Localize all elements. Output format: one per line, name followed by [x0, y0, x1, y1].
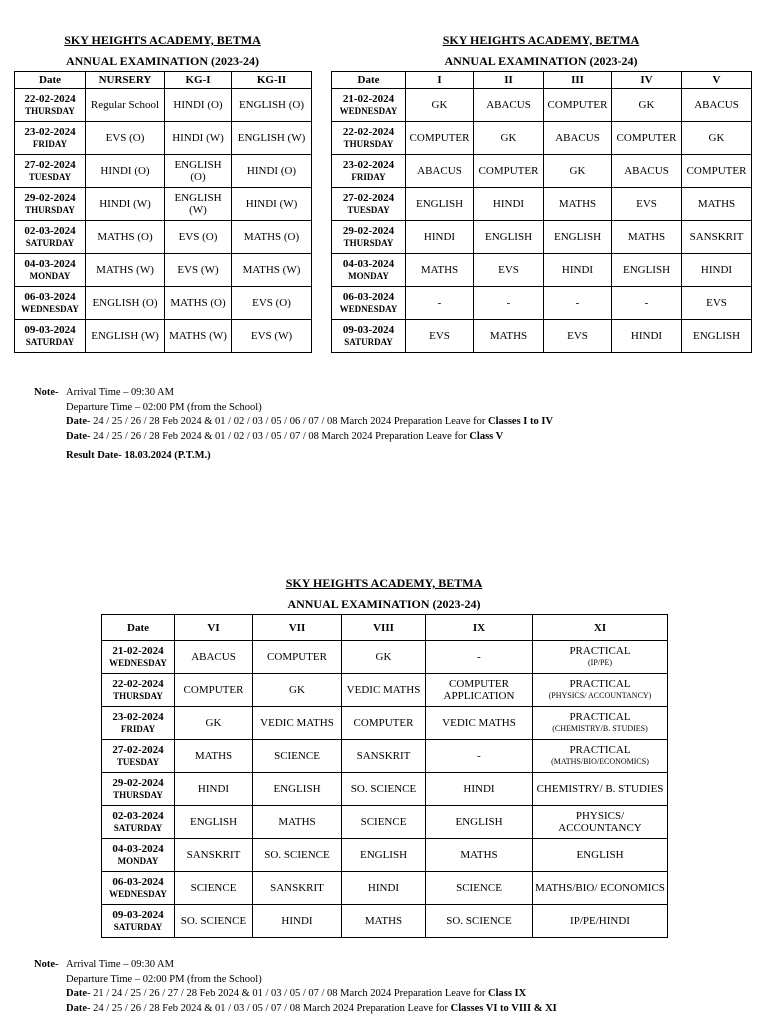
subject-cell: MATHS (W) — [86, 254, 165, 287]
subject-cell: SCIENCE — [175, 872, 253, 905]
subject-cell: COMPUTER — [342, 707, 426, 740]
date-cell — [332, 320, 406, 353]
exam-date: 22-02-2024 — [342, 126, 395, 138]
school-name: SKY HEIGHTS ACADEMY, BETMA — [64, 33, 261, 47]
subject-cell-xi — [533, 806, 668, 839]
date-cell — [332, 188, 406, 221]
table-row — [15, 287, 312, 320]
xi-subject: PRACTICAL — [569, 744, 631, 756]
date-cell — [102, 905, 175, 938]
date-cell — [332, 155, 406, 188]
exam-date: 27-02-2024 — [24, 159, 76, 171]
subject-cell: GK — [175, 707, 253, 740]
subject-cell: ENGLISH (O) — [232, 89, 312, 122]
exam-date: 04-03-2024 — [342, 258, 395, 270]
exam-date: 09-03-2024 — [24, 324, 76, 336]
subject-cell: SCIENCE — [426, 872, 533, 905]
date-cell — [102, 740, 175, 773]
table-row — [102, 740, 668, 773]
subject-cell: HINDI — [544, 254, 612, 287]
subject-cell: GK — [612, 89, 682, 122]
subject-cell: HINDI (W) — [165, 122, 232, 155]
subject-cell: EVS — [406, 320, 474, 353]
subject-cell: MATHS — [175, 740, 253, 773]
subject-cell: SCIENCE — [253, 740, 342, 773]
school-name: SKY HEIGHTS ACADEMY, BETMA — [442, 33, 640, 47]
subject-cell: SCIENCE — [342, 806, 426, 839]
date-cell — [15, 122, 86, 155]
exam-day: TUESDAY — [116, 757, 160, 767]
subject-cell: HINDI (W) — [232, 188, 312, 221]
subject-cell: VEDIC MATHS — [426, 707, 533, 740]
exam-day: FRIDAY — [120, 724, 156, 734]
date-cell — [102, 773, 175, 806]
column-header: KG-II — [232, 72, 312, 89]
date-cell — [102, 641, 175, 674]
exam-day: MONDAY — [348, 271, 389, 281]
subject-cell: COMPUTER — [175, 674, 253, 707]
exam-date: 22-02-2024 — [112, 678, 164, 690]
subject-cell: HINDI — [426, 773, 533, 806]
preparation-leave-line: Date- 21 / 24 / 25 / 26 / 27 / 28 Feb 2024 & 01 / 03 / 05 / 07 / 08 March 2024 Preparation Leave for Class IX — [66, 988, 527, 999]
column-header: Date — [15, 72, 86, 89]
subject-cell: ABACUS — [612, 155, 682, 188]
date-cell — [15, 320, 86, 353]
exam-day: THURSDAY — [25, 205, 75, 215]
xi-subject-detail: (CHEMISTRY/B. STUDIES) — [552, 724, 648, 733]
subject-cell: EVS (W) — [165, 254, 232, 287]
subject-cell: MATHS — [612, 221, 682, 254]
xi-subject-detail: (IP/PE) — [588, 658, 612, 667]
subject-cell: GK — [544, 155, 612, 188]
table-row — [102, 707, 668, 740]
subject-cell: ENGLISH — [426, 806, 533, 839]
subject-cell: SANSKRIT — [253, 872, 342, 905]
exam-day: THURSDAY — [343, 139, 394, 149]
column-header: V — [682, 72, 752, 89]
table-row — [102, 905, 668, 938]
table-row — [102, 872, 668, 905]
arrival-time: Arrival Time – 09:30 AM — [66, 387, 174, 398]
column-header: VIII — [342, 615, 426, 641]
schedule-block-pre-primary — [14, 33, 311, 353]
column-header: III — [544, 72, 612, 89]
subject-cell: - — [474, 287, 544, 320]
subject-cell: COMPUTER — [474, 155, 544, 188]
subject-cell: HINDI — [612, 320, 682, 353]
date-cell — [15, 287, 86, 320]
exam-day: MONDAY — [29, 271, 71, 281]
subject-cell: ENGLISH — [612, 254, 682, 287]
table-row — [332, 188, 752, 221]
subject-cell: ENGLISH (W) — [86, 320, 165, 353]
exam-date: 09-03-2024 — [342, 324, 395, 336]
exam-day: SATURDAY — [25, 238, 75, 248]
subject-cell: MATHS — [406, 254, 474, 287]
exam-date: 06-03-2024 — [24, 291, 76, 303]
column-header: VI — [175, 615, 253, 641]
column-header: NURSERY — [86, 72, 165, 89]
exam-day: THURSDAY — [113, 691, 163, 701]
subject-cell: HINDI — [253, 905, 342, 938]
subject-cell: EVS — [612, 188, 682, 221]
exam-day: TUESDAY — [28, 172, 72, 182]
subject-cell: SO. SCIENCE — [426, 905, 533, 938]
exam-date: 29-02-2024 — [342, 225, 395, 237]
subject-cell: HINDI — [474, 188, 544, 221]
exam-date: 23-02-2024 — [24, 126, 76, 138]
subject-cell: SANSKRIT — [175, 839, 253, 872]
exam-date: 23-02-2024 — [342, 159, 395, 171]
subject-cell: ABACUS — [682, 89, 752, 122]
exam-date: 04-03-2024 — [112, 843, 164, 855]
subject-cell: HINDI (O) — [165, 89, 232, 122]
column-header: Date — [102, 615, 175, 641]
xi-subject-detail: (PHYSICS/ ACCOUNTANCY) — [548, 691, 652, 700]
xi-subject: ENGLISH — [576, 849, 624, 861]
preparation-leave-line: Date- 24 / 25 / 26 / 28 Feb 2024 & 01 / 02 / 03 / 05 / 06 / 07 / 08 March 2024 Preparation Leave for Classes I to IV — [66, 416, 554, 427]
exam-title: ANNUAL EXAMINATION (2023-24) — [65, 54, 260, 68]
exam-day: WEDNESDAY — [339, 106, 398, 116]
subject-cell: HINDI — [342, 872, 426, 905]
column-header: Date — [332, 72, 406, 89]
subject-cell: COMPUTER — [253, 641, 342, 674]
table-row — [102, 641, 668, 674]
subject-cell: EVS (O) — [232, 287, 312, 320]
xi-subject: CHEMISTRY/ B. STUDIES — [536, 783, 664, 795]
table-row — [15, 155, 312, 188]
exam-table-secondary — [101, 614, 668, 938]
subject-cell: MATHS (O) — [232, 221, 312, 254]
exam-date: 23-02-2024 — [112, 711, 164, 723]
subject-cell: ABACUS — [406, 155, 474, 188]
subject-cell: ENGLISH — [544, 221, 612, 254]
subject-cell: GK — [406, 89, 474, 122]
date-cell — [332, 89, 406, 122]
subject-cell: GK — [253, 674, 342, 707]
subject-cell: HINDI (O) — [86, 155, 165, 188]
school-name: SKY HEIGHTS ACADEMY, BETMA — [285, 576, 483, 590]
subject-cell: ENGLISH — [342, 839, 426, 872]
subject-cell: GK — [682, 122, 752, 155]
subject-cell: MATHS (W) — [165, 320, 232, 353]
table-row — [332, 254, 752, 287]
subject-cell: ENGLISH (W) — [165, 188, 232, 221]
exam-table-pre-primary — [14, 71, 312, 353]
table-row — [15, 89, 312, 122]
schedule-block-primary — [331, 33, 751, 353]
exam-date: 06-03-2024 — [112, 876, 164, 888]
date-cell — [332, 122, 406, 155]
subject-cell: COMPUTER — [544, 89, 612, 122]
exam-date: 29-02-2024 — [112, 777, 164, 789]
subject-cell: MATHS — [544, 188, 612, 221]
table-row — [102, 674, 668, 707]
exam-day: TUESDAY — [347, 205, 390, 215]
column-header: IV — [612, 72, 682, 89]
date-cell — [332, 221, 406, 254]
subject-cell: COMPUTER — [406, 122, 474, 155]
subject-cell-xi — [533, 872, 668, 905]
exam-date: 21-02-2024 — [342, 93, 395, 105]
subject-cell: MATHS (O) — [165, 287, 232, 320]
table-row — [332, 221, 752, 254]
table-row — [332, 287, 752, 320]
subject-cell: ENGLISH (O) — [165, 155, 232, 188]
subject-cell: HINDI (O) — [232, 155, 312, 188]
xi-subject: IP/PE/HINDI — [570, 915, 630, 927]
column-header: II — [474, 72, 544, 89]
exam-date: 02-03-2024 — [24, 225, 76, 237]
xi-subject-detail: (MATHS/BIO/ECONOMICS) — [551, 757, 649, 766]
xi-subject: MATHS/BIO/ ECONOMICS — [535, 882, 665, 894]
table-row — [332, 155, 752, 188]
exam-title: ANNUAL EXAMINATION (2023-24) — [444, 54, 638, 68]
exam-day: SATURDAY — [113, 823, 163, 833]
subject-cell: ABACUS — [474, 89, 544, 122]
note-secondary — [34, 958, 754, 1016]
table-row — [332, 122, 752, 155]
result-date: Result Date- 18.03.2024 (P.T.M.) — [66, 450, 211, 461]
exam-table-primary — [331, 71, 752, 353]
column-header: I — [406, 72, 474, 89]
date-cell — [332, 254, 406, 287]
subject-cell: ENGLISH — [406, 188, 474, 221]
exam-day: MONDAY — [117, 856, 159, 866]
departure-time: Departure Time – 02:00 PM (from the School) — [66, 401, 262, 413]
subject-cell: EVS — [474, 254, 544, 287]
subject-cell: - — [426, 641, 533, 674]
exam-day: WEDNESDAY — [109, 889, 167, 899]
subject-cell: MATHS — [474, 320, 544, 353]
xi-subject: PRACTICAL — [569, 645, 631, 657]
subject-cell: VEDIC MATHS — [342, 674, 426, 707]
table-row — [332, 320, 752, 353]
date-cell — [15, 221, 86, 254]
subject-cell-xi — [533, 839, 668, 872]
date-cell — [102, 872, 175, 905]
date-cell — [102, 806, 175, 839]
subject-cell: - — [426, 740, 533, 773]
subject-cell: COMPUTER — [612, 122, 682, 155]
subject-cell: GK — [342, 641, 426, 674]
subject-cell: HINDI — [175, 773, 253, 806]
subject-cell: EVS (O) — [165, 221, 232, 254]
subject-cell-xi — [533, 707, 668, 740]
preparation-leave-line: Date- 24 / 25 / 26 / 28 Feb 2024 & 01 / 03 / 05 / 07 / 08 March 2024 Preparation Leave for Classes VI to VIII & XI — [66, 1002, 557, 1014]
subject-cell-xi — [533, 773, 668, 806]
table-row — [102, 773, 668, 806]
subject-cell: SO. SCIENCE — [342, 773, 426, 806]
subject-cell: EVS — [682, 287, 752, 320]
exam-date: 02-03-2024 — [112, 810, 164, 822]
table-row — [15, 122, 312, 155]
exam-day: THURSDAY — [25, 106, 75, 116]
subject-cell: COMPUTER — [682, 155, 752, 188]
subject-cell: EVS (O) — [86, 122, 165, 155]
subject-cell: - — [612, 287, 682, 320]
table-row — [102, 806, 668, 839]
date-cell — [15, 155, 86, 188]
note-label: Note- — [34, 959, 59, 970]
subject-cell: MATHS — [253, 806, 342, 839]
date-cell — [102, 674, 175, 707]
subject-cell: HINDI — [406, 221, 474, 254]
exam-date: 27-02-2024 — [342, 192, 395, 204]
preparation-leave-line: Date- 24 / 25 / 26 / 28 Feb 2024 & 01 / 02 / 03 / 05 / 07 / 08 March 2024 Preparation Leave for Class V — [66, 430, 504, 442]
subject-cell: COMPUTER APPLICATION — [426, 674, 533, 707]
subject-cell: SANSKRIT — [342, 740, 426, 773]
subject-cell: ABACUS — [544, 122, 612, 155]
exam-date: 09-03-2024 — [112, 909, 164, 921]
table-row — [15, 320, 312, 353]
subject-cell: MATHS (O) — [86, 221, 165, 254]
subject-cell: - — [406, 287, 474, 320]
subject-cell: - — [544, 287, 612, 320]
subject-cell: ENGLISH — [474, 221, 544, 254]
table-row — [15, 221, 312, 254]
subject-cell: SO. SCIENCE — [175, 905, 253, 938]
exam-day: SATURDAY — [25, 337, 75, 347]
date-cell — [15, 254, 86, 287]
exam-day: WEDNESDAY — [109, 658, 167, 668]
schedule-block-secondary — [101, 576, 667, 938]
table-row — [102, 839, 668, 872]
subject-cell-xi — [533, 674, 668, 707]
subject-cell: ENGLISH — [253, 773, 342, 806]
subject-cell: ENGLISH (O) — [86, 287, 165, 320]
note-label: Note- — [34, 387, 59, 398]
subject-cell: EVS — [544, 320, 612, 353]
exam-day: THURSDAY — [343, 238, 394, 248]
subject-cell: SANSKRIT — [682, 221, 752, 254]
subject-cell: MATHS (W) — [232, 254, 312, 287]
subject-cell: MATHS — [426, 839, 533, 872]
exam-date: 27-02-2024 — [112, 744, 164, 756]
xi-subject: PHYSICS/ ACCOUNTANCY — [558, 810, 642, 834]
exam-title: ANNUAL EXAMINATION (2023-24) — [287, 597, 481, 611]
column-header: XI — [533, 615, 668, 641]
exam-date: 06-03-2024 — [342, 291, 395, 303]
exam-day: THURSDAY — [113, 790, 163, 800]
date-cell — [102, 839, 175, 872]
arrival-time: Arrival Time – 09:30 AM — [66, 959, 174, 970]
subject-cell: HINDI — [682, 254, 752, 287]
subject-cell: VEDIC MATHS — [253, 707, 342, 740]
exam-date: 04-03-2024 — [24, 258, 76, 270]
date-cell — [15, 89, 86, 122]
note-primary — [34, 386, 754, 464]
subject-cell: ENGLISH — [682, 320, 752, 353]
subject-cell: ABACUS — [175, 641, 253, 674]
exam-date: 29-02-2024 — [24, 192, 76, 204]
column-header: KG-I — [165, 72, 232, 89]
subject-cell: MATHS — [342, 905, 426, 938]
exam-day: FRIDAY — [351, 172, 386, 182]
subject-cell: ENGLISH (W) — [232, 122, 312, 155]
departure-time: Departure Time – 02:00 PM (from the School) — [66, 973, 262, 985]
subject-cell: HINDI (W) — [86, 188, 165, 221]
subject-cell: Regular School — [86, 89, 165, 122]
date-cell — [332, 287, 406, 320]
column-header: VII — [253, 615, 342, 641]
subject-cell-xi — [533, 905, 668, 938]
subject-cell: EVS (W) — [232, 320, 312, 353]
date-cell — [15, 188, 86, 221]
table-row — [15, 254, 312, 287]
date-cell — [102, 707, 175, 740]
exam-day: WEDNESDAY — [339, 304, 398, 314]
subject-cell: MATHS — [682, 188, 752, 221]
subject-cell: GK — [474, 122, 544, 155]
exam-day: WEDNESDAY — [21, 304, 79, 314]
subject-cell-xi — [533, 740, 668, 773]
exam-day: FRIDAY — [32, 139, 68, 149]
xi-subject: PRACTICAL — [569, 678, 631, 690]
exam-day: SATURDAY — [113, 922, 163, 932]
subject-cell: SO. SCIENCE — [253, 839, 342, 872]
exam-date: 22-02-2024 — [24, 93, 76, 105]
xi-subject: PRACTICAL — [569, 711, 631, 723]
column-header: IX — [426, 615, 533, 641]
table-row — [15, 188, 312, 221]
exam-date: 21-02-2024 — [112, 645, 164, 657]
subject-cell-xi — [533, 641, 668, 674]
table-row — [332, 89, 752, 122]
subject-cell: ENGLISH — [175, 806, 253, 839]
exam-day: SATURDAY — [344, 337, 393, 347]
